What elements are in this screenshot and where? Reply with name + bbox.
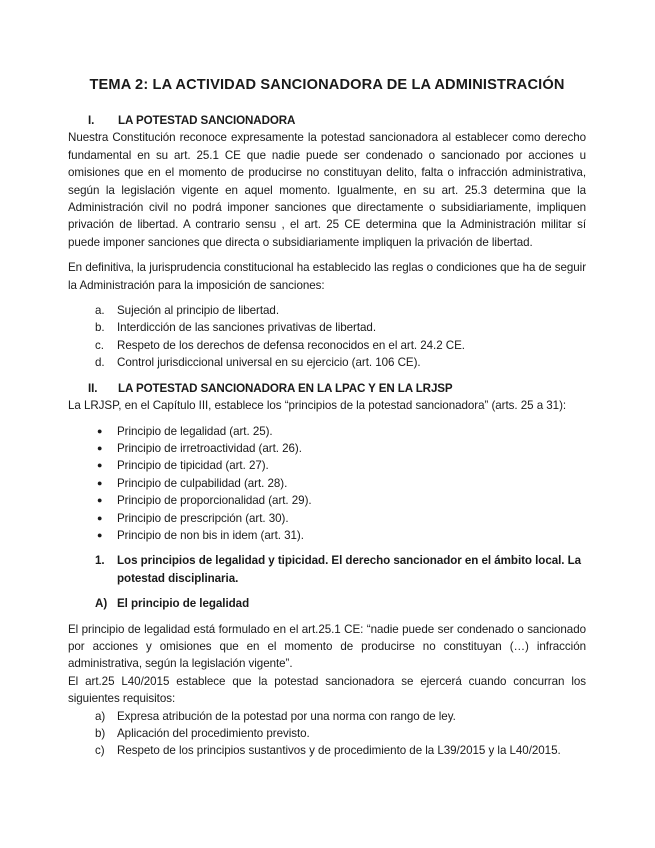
subsection-title: Los principios de legalidad y tipicidad. El derecho sancionador en el ámbito local. La potestad disciplinaria. (117, 554, 582, 585)
list-text: Principio de non bis in idem (art. 31). (117, 528, 304, 542)
subsection-heading-lettered (68, 595, 586, 612)
list-item (68, 708, 586, 725)
list-item (68, 457, 586, 474)
section-heading-2 (68, 380, 586, 397)
list-marker: b) (95, 727, 106, 740)
subsection-marker: 1. (95, 554, 105, 568)
list-item (68, 302, 586, 319)
section-title-2: LA POTESTAD SANCIONADORA EN LA LPAC Y EN LA LRJSP (118, 381, 453, 395)
list-marker: c) (95, 744, 105, 758)
subsection-heading-numbered (68, 552, 586, 587)
list-text: Principio de legalidad (art. 25). (117, 424, 273, 438)
list-item (68, 440, 586, 457)
section-2-paragraph-2: El principio de legalidad está formulado en el art.25.1 CE: “nadie puede ser condenado o sancionado por acciones y omisiones que en el momento de producirse no constituyan (…) infracción administrativa, según la legislación vigente”. (68, 622, 586, 671)
list-text: Principio de irretroactividad (art. 26). (117, 441, 302, 455)
list-item (68, 423, 586, 440)
document-content (68, 0, 586, 760)
list-marker: d. (95, 356, 105, 370)
list-item (68, 319, 586, 336)
bullet-icon: ● (97, 460, 103, 471)
bullet-icon: ● (97, 477, 103, 488)
list-text: Principio de prescripción (art. 30). (117, 511, 289, 525)
section-1-paragraph-2: En definitiva, la jurisprudencia constitucional ha establecido las reglas o condiciones que ha de seguir la Administración para la imposición de sanciones: (68, 261, 586, 292)
list-text: Principio de culpabilidad (art. 28). (117, 476, 288, 490)
section-2-bullet-list (68, 423, 586, 545)
subsection-title: El principio de legalidad (117, 597, 250, 611)
bullet-icon: ● (97, 425, 103, 436)
list-item (68, 527, 586, 544)
list-text: Principio de proporcionalidad (art. 29). (117, 494, 312, 508)
list-marker: a) (95, 709, 106, 723)
section-2-paragraph-1: La LRJSP, en el Capítulo III, establece los “principios de la potestad sancionadora” (arts. 25 a 31): (68, 399, 567, 413)
list-text: Sujeción al principio de libertad. (117, 304, 279, 318)
section-2-lettered-list (68, 708, 586, 760)
list-item (68, 510, 586, 527)
list-marker: b. (95, 321, 105, 335)
section-2-paragraph-3: El art.25 L40/2015 establece que la potestad sancionadora se ejercerá cuando concurran los siguientes requisitos: (68, 674, 586, 706)
list-text: Expresa atribución de la potestad por una norma con rango de ley. (117, 709, 456, 723)
page-title: TEMA 2: LA ACTIVIDAD SANCIONADORA DE LA ADMINISTRACIÓN (89, 77, 565, 93)
section-title-1: LA POTESTAD SANCIONADORA (118, 114, 296, 127)
list-text: Aplicación del procedimiento previsto. (117, 727, 310, 740)
section-1-lettered-list (68, 302, 586, 372)
list-text: Principio de tipicidad (art. 27). (117, 459, 269, 473)
bullet-icon: ● (97, 529, 103, 540)
list-item (68, 475, 586, 492)
list-text: Respeto de los derechos de defensa reconocidos en el art. 24.2 CE. (117, 338, 465, 352)
section-1-paragraph-1: Nuestra Constitución reconoce expresamente la potestad sancionadora al establecer como derecho fundamental en su art. 25.1 CE que nadie puede ser condenado o sancionado por acciones u omisiones que en el momento de producirse no constituyan delito, falta o infracción administrativa, según la legislación vigente en aquel momento. Igualmente, en su art. 25.3 determina que la Administración civil no podrá imponer sanciones que directamente o subsidiariamente, impliquen privación de libertad. A contrario sensu , el art. 25 CE determina que la Administración militar sí puede imponer sanciones que directa o subsidiariamente impliquen la privación de libertad. (68, 131, 586, 249)
list-marker: a. (95, 304, 105, 318)
list-text: Interdicción de las sanciones privativas de libertad. (117, 321, 376, 335)
list-item (68, 337, 586, 354)
list-text: Control jurisdiccional universal en su ejercicio (art. 106 CE). (117, 356, 421, 370)
bullet-icon: ● (97, 495, 103, 506)
subsection-marker: A) (95, 597, 108, 611)
bullet-icon: ● (97, 512, 103, 523)
list-item (68, 354, 586, 371)
bullet-icon: ● (97, 442, 103, 453)
section-heading-1 (68, 112, 586, 129)
list-item (68, 725, 586, 742)
list-item (68, 742, 586, 759)
section-marker-2: II. (88, 381, 98, 395)
section-marker-1: I. (88, 114, 95, 127)
list-text: Respeto de los principios sustantivos y de procedimiento de la L39/2015 y la L40/2015. (117, 744, 561, 758)
list-item (68, 492, 586, 509)
list-marker: c. (95, 338, 104, 352)
